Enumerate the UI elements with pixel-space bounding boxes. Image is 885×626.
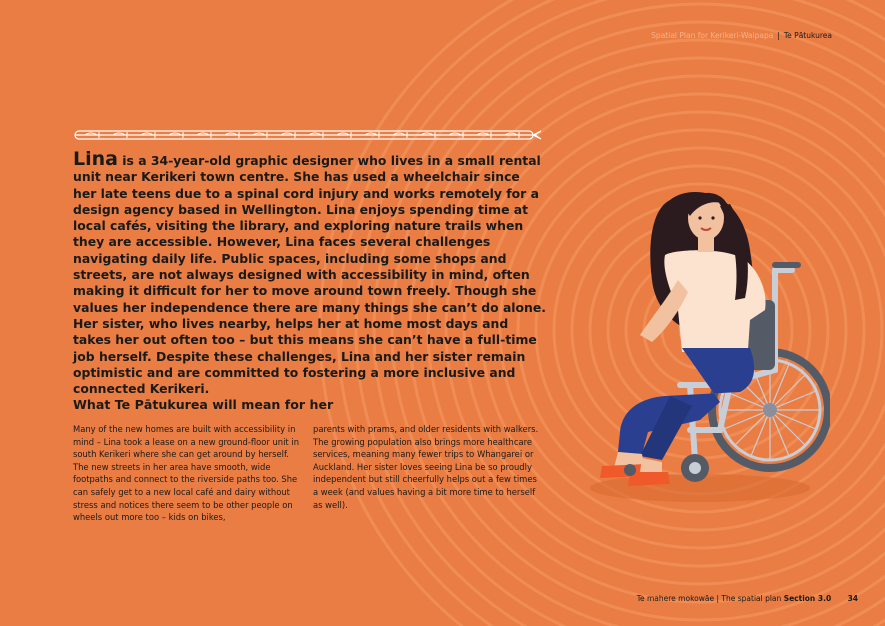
intro-paragraph [73, 148, 547, 397]
footer-separator: | [716, 594, 720, 603]
body-column-2: parents with prams, and older residents with walkers. The growing population also brings more healthcare services, meaning many fewer trips to Whangarei or Auckland. Her sister loves seeing Lina be so proudly independent but still cheerfully helps out a few times a week (and values having a bit more time to herself as well). [313, 424, 539, 510]
persona-name: Lina [73, 148, 118, 170]
decorative-divider [73, 128, 543, 142]
footer-section: Section 3.0 [783, 594, 832, 603]
page-number: 34 [847, 594, 858, 603]
section-title: Te Pātukurea [783, 31, 832, 40]
running-header [651, 31, 832, 40]
body-column-1: Many of the new homes are built with accessibility in mind – Lina took a lease on a new ground-floor unit in south Kerikeri where she can get around by herself. The new streets in her area have smooth, wide footpaths and connect to the riverside paths too. She can safely get to a new local café and dairy without stress and notices there seem to be other people on wheels out more too – kids on bikes, [73, 424, 300, 523]
document-title: Spatial Plan for Kerikeri-Waipapa [651, 31, 774, 40]
header-separator: | [777, 31, 780, 40]
page-footer [637, 594, 858, 603]
intro-text: is a 34-year-old graphic designer who lives in a small rental unit near Kerikeri town centre. She has used a wheelchair since her late teens due to a spinal cord injury and works remotely for a design agency based in Wellington. Lina enjoys spending time at local cafés, visiting the library, and exploring nature trails when they are accessible. However, Lina faces several challenges navigating daily life. Public spaces, including some shops and streets, are not always designed with accessibility in mind, often making it difficult for her to move around town freely. Though she values her independence there are many things she can’t do alone. Her sister, who lives nearby, helps her at home most days and takes her out often too – but this means she can’t have a full-time job herself. Despite these challenges, Lina and her sister remain optimistic and are committed to fostering a more inclusive and connected Kerikeri. [73, 153, 546, 397]
footer-label: Te mahere mokowāe [636, 594, 715, 603]
woman-in-wheelchair-illustration [570, 170, 830, 510]
footer-sub: The spatial plan [721, 594, 782, 603]
section-subheading: What Te Pātukurea will mean for her [73, 397, 334, 412]
